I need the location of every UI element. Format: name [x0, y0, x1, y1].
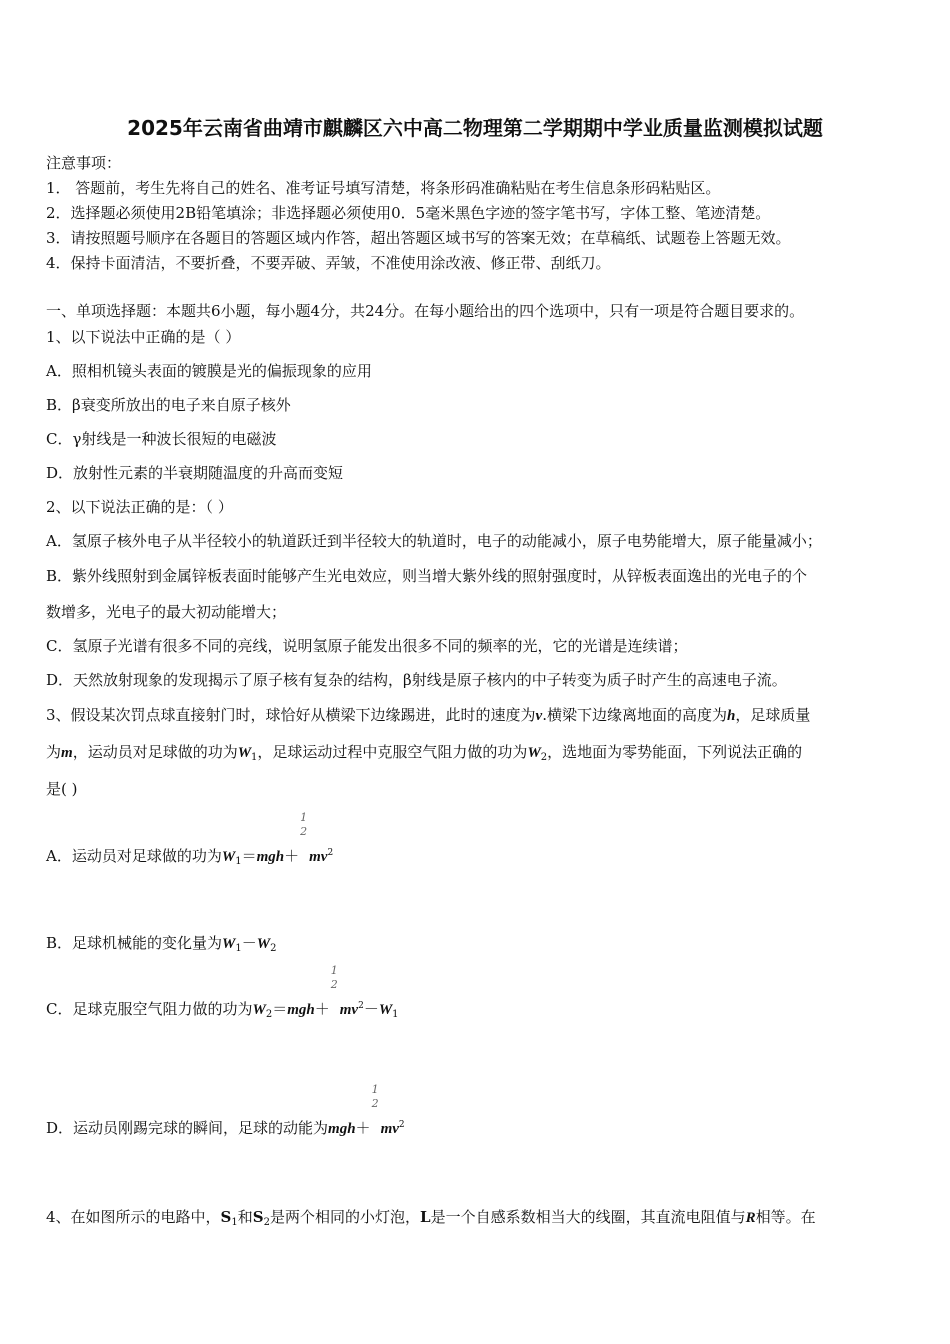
fraction-half: 1 2 [300, 811, 308, 838]
option-a: A．氢原子核外电子从半径较小的轨道跃迁到半径较大的轨道时，电子的动能减小，原子电势能增大，原子能量减小； [46, 532, 822, 550]
option-d: D．天然放射现象的发现揭示了原子核有复杂的结构，β射线是原子核内的中子转变为质子时产生的高速电子流。 [46, 671, 787, 689]
notice-item: 2．选择题必须使用2B铅笔填涂；非选择题必须使用0．5毫米黑色字迹的签字笔书写，字体工整、笔迹清楚。 [46, 204, 771, 222]
option-c: C．足球克服空气阻力做的功为$W_2=mgh+$ 1 2 $mv^2-W_1$ [46, 964, 399, 1020]
option-b: B．β衰变所放出的电子来自原子核外 [46, 396, 291, 414]
option-d: D．运动员刚踢完球的瞬间，足球的动能为mgh＋ 1 2 $mv^2$ [46, 1083, 405, 1137]
option-c: C．γ射线是一种波长很短的电磁波 [46, 430, 277, 448]
fraction-half: 1 2 [330, 964, 338, 991]
option-b: B．紫外线照射到金属锌板表面时能够产生光电效应，则当增大紫外线的照射强度时，从锌板表面逸出的光电子的个 [46, 567, 808, 585]
fraction-half: 1 2 [371, 1083, 379, 1110]
option-d: D．放射性元素的半衰期随温度的升高而变短 [46, 464, 344, 482]
question-stem-continued: 为m，运动员对足球做的功为$W_1$，足球运动过程中克服空气阻力做的功为$W_2$，选地面为零势能面，下列说法正确的 [46, 743, 803, 763]
notice-item: 4．保持卡面清洁，不要折叠，不要弄破、弄皱，不准使用涂改液、修正带、刮纸刀。 [46, 254, 611, 272]
question-stem: 4、在如图所示的电路中，$S_1$和$S_2$是两个相同的小灯泡，L是一个自感系数相当大的线圈，其直流电阻值与R相等。在 [46, 1208, 816, 1228]
question-stem-continued: 是( ) [46, 780, 78, 798]
option-b: B．足球机械能的变化量为$W_1-W_2$ [46, 934, 277, 954]
option-c: C．氢原子光谱有很多不同的亮线，说明氢原子能发出很多不同的频率的光，它的光谱是连续谱； [46, 637, 688, 655]
option-a: A．照相机镜头表面的镀膜是光的偏振现象的应用 [46, 362, 372, 380]
question-stem: 1、以下说法中正确的是（ ） [46, 328, 241, 346]
notice-item: 1． 答题前，考生先将自己的姓名、准考证号填写清楚，将条形码准确粘贴在考生信息条形码粘贴区。 [46, 179, 721, 197]
notice-heading: 注意事项： [46, 154, 122, 172]
section-heading: 一、单项选择题：本题共6小题，每小题4分，共24分。在每小题给出的四个选项中，只有一项是符合题目要求的。 [46, 302, 805, 320]
notice-item: 3．请按照题号顺序在各题目的答题区域内作答，超出答题区域书写的答案无效；在草稿纸、试题卷上答题无效。 [46, 229, 791, 247]
option-a: A．运动员对足球做的功为$W_1=mgh+$ 1 2 $mv^2$ [46, 811, 334, 867]
option-b-continued: 数增多，光电子的最大初动能增大； [46, 603, 287, 621]
question-stem: 2、以下说法正确的是：（ ） [46, 498, 233, 516]
page-title: 2025年云南省曲靖市麒麟区六中高二物理第二学期期中学业质量监测模拟试题 [127, 116, 823, 140]
question-stem: 3、假设某次罚点球直接射门时，球恰好从横梁下边缘踢进，此时的速度为v.横梁下边缘离地面的高度为h，足球质量 [46, 706, 811, 724]
